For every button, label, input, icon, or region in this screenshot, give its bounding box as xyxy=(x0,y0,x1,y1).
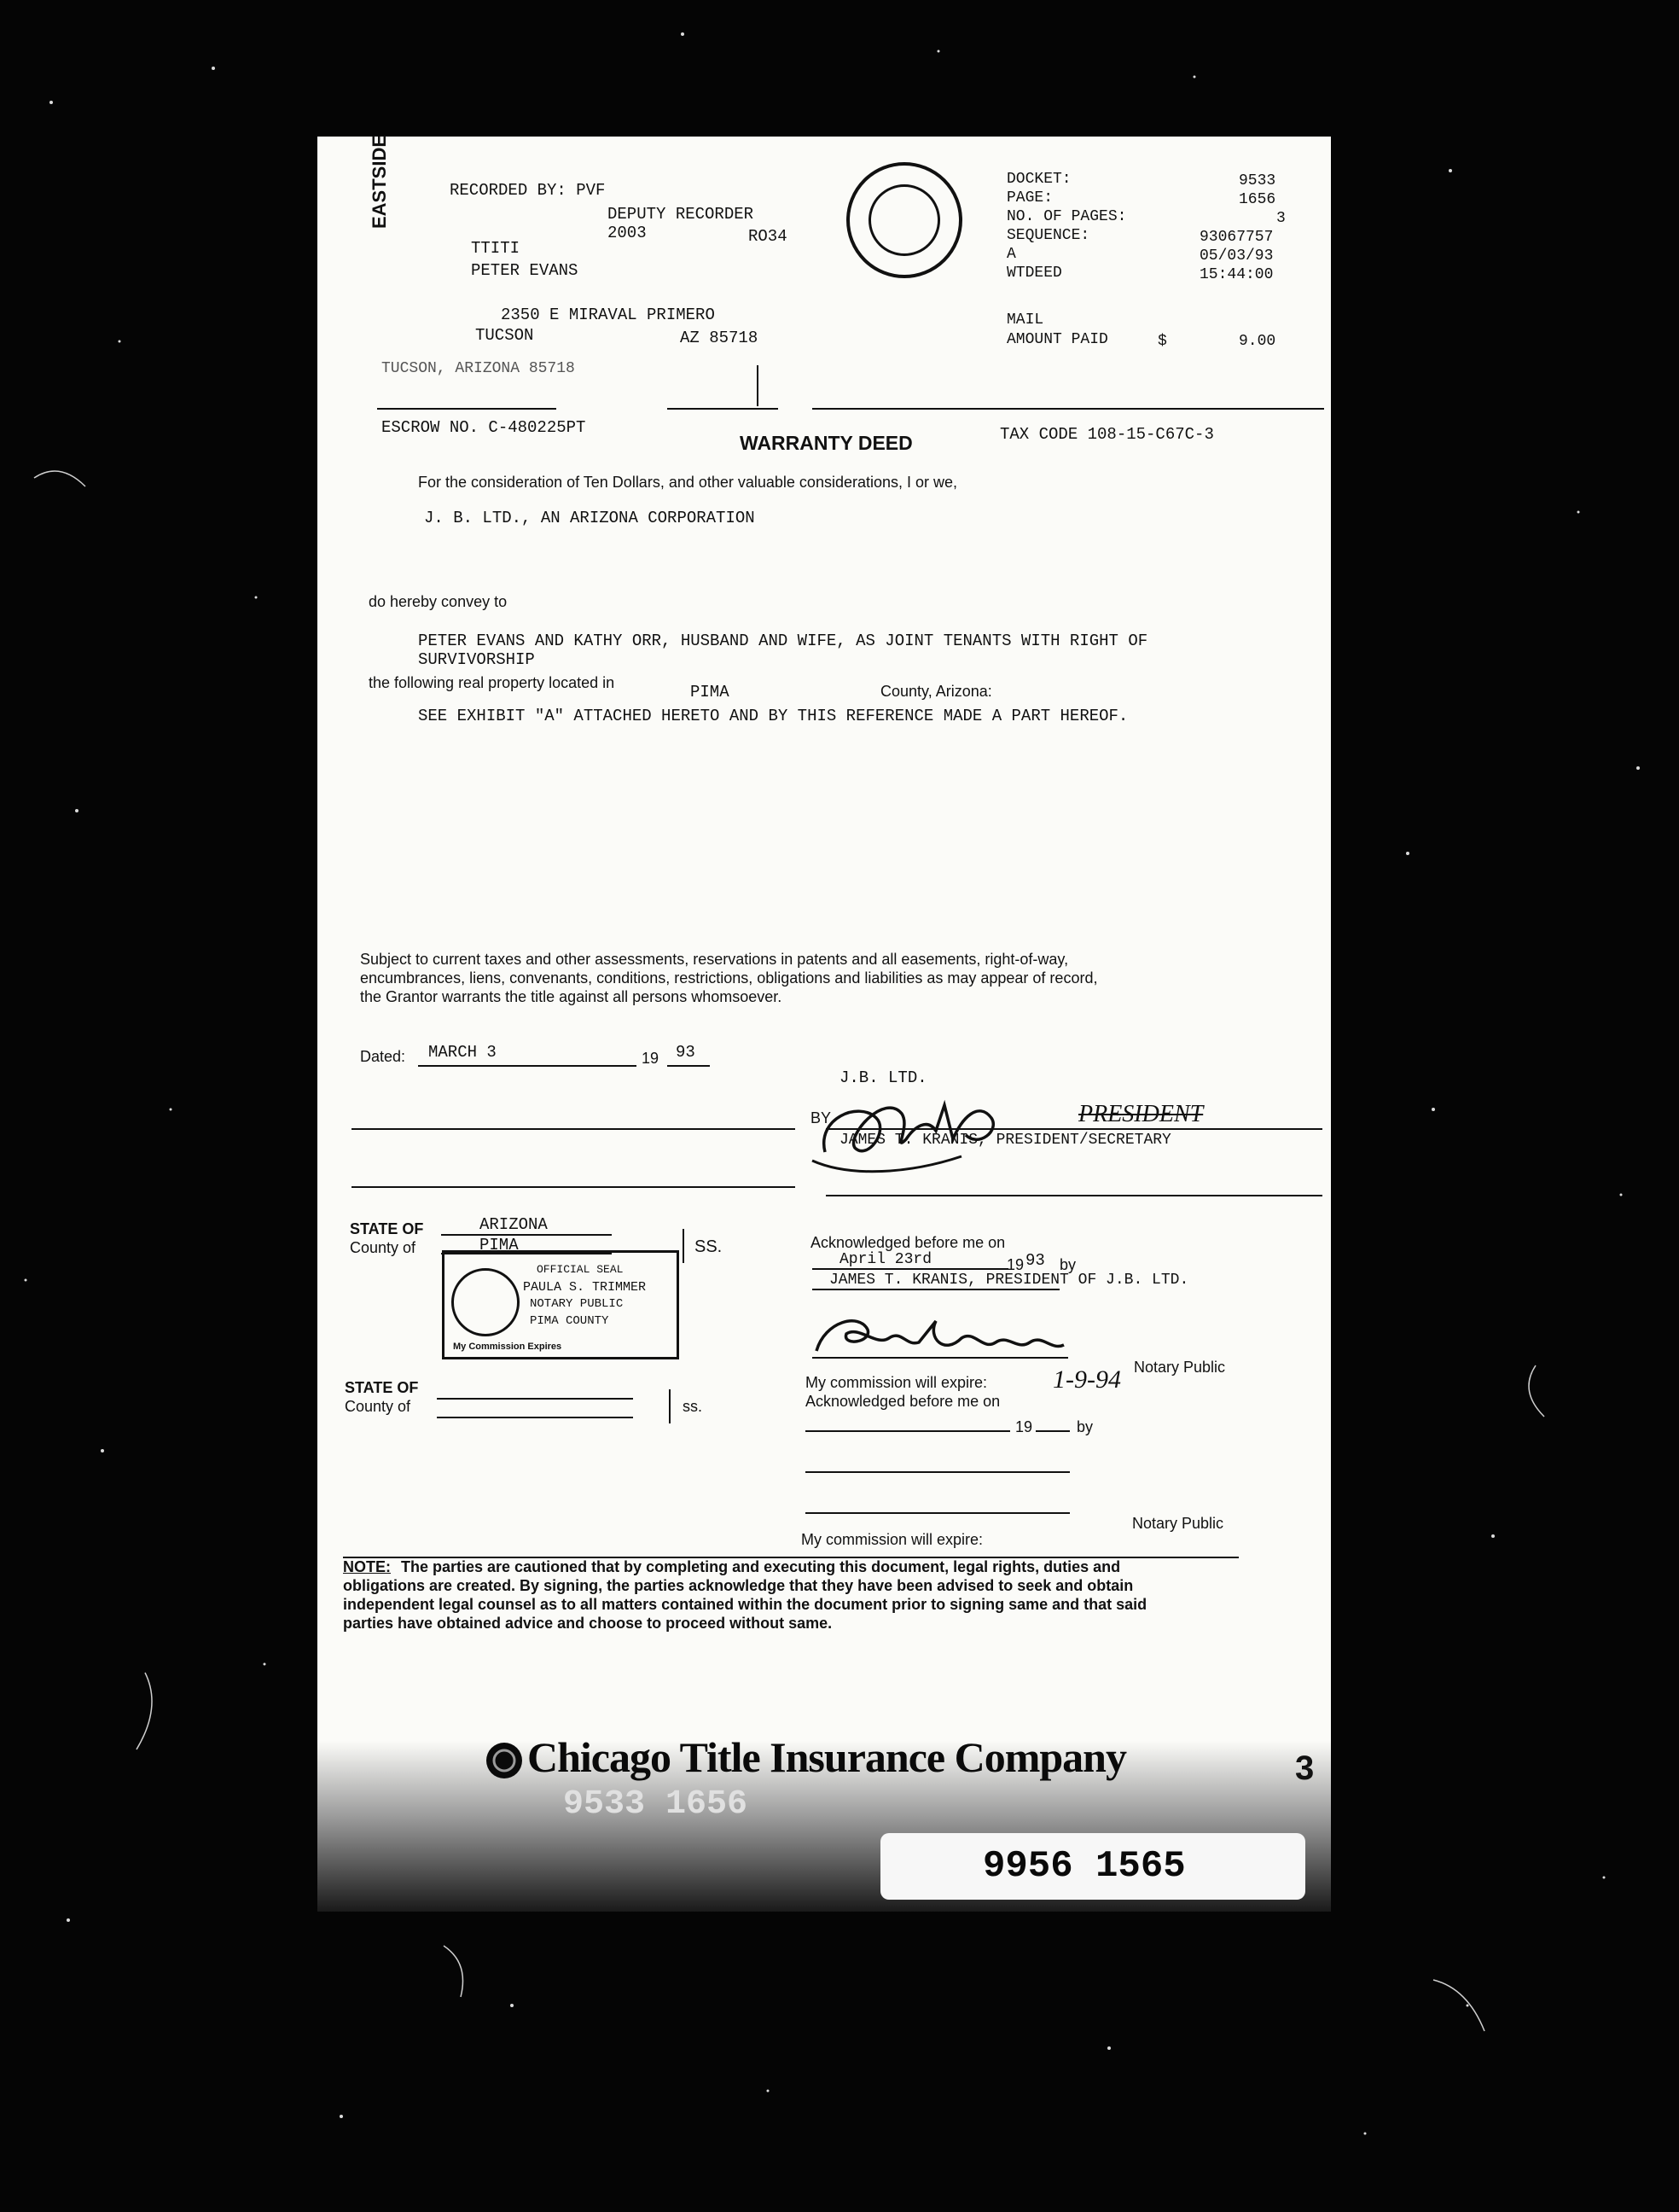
ss-label: SS. xyxy=(694,1237,723,1256)
dated-year: 93 xyxy=(676,1043,695,1062)
return-name: PETER EVANS xyxy=(471,261,578,280)
notary-signature-rule xyxy=(812,1357,1068,1359)
chicago-title-logo-icon xyxy=(483,1739,526,1782)
dated-rule xyxy=(418,1065,636,1067)
tax-code: TAX CODE 108-15-C67C-3 xyxy=(1000,425,1214,444)
bracket xyxy=(683,1229,684,1263)
sequence-label: SEQUENCE: xyxy=(1007,227,1090,244)
dated-label: Dated: xyxy=(360,1048,406,1065)
county-value: PIMA xyxy=(479,1236,519,1254)
page-label: PAGE: xyxy=(1007,189,1054,207)
escrow-number: ESCROW NO. C-480225PT xyxy=(381,418,586,437)
state2-label: STATE OF xyxy=(345,1379,419,1396)
ack-year-prefix: 19 xyxy=(1007,1256,1025,1273)
recorded-by: RECORDED BY: PVF xyxy=(450,181,606,200)
page-value: 1656 xyxy=(1239,191,1276,208)
ack2-label: Acknowledged before me on xyxy=(805,1393,1001,1410)
ack2-signature-rule xyxy=(805,1512,1070,1514)
ack-date: April 23rd xyxy=(840,1251,932,1268)
amount-value: 9.00 xyxy=(1239,333,1276,350)
stamp-seal-circle xyxy=(451,1268,520,1336)
currency-sign: $ xyxy=(1158,333,1167,350)
handwritten-president: PRESIDENT xyxy=(1078,1101,1204,1127)
faint-address-line: TUCSON, ARIZONA 85718 xyxy=(381,360,575,377)
notary-signature xyxy=(808,1304,1081,1364)
doc-type-label: WTDEED xyxy=(1007,265,1062,282)
ack-label: Acknowledged before me on xyxy=(810,1234,1006,1251)
county2-label: County of xyxy=(345,1398,411,1415)
bracket xyxy=(669,1389,671,1423)
grantor-signature xyxy=(808,1067,1081,1186)
grantee-line-2: SURVIVORSHIP xyxy=(418,650,535,669)
docket-label: DOCKET: xyxy=(1007,171,1072,188)
by-label: BY xyxy=(810,1109,832,1126)
signature-line-2 xyxy=(826,1195,1322,1196)
ack-by: by xyxy=(1060,1256,1077,1273)
notary-stamp xyxy=(442,1250,679,1359)
year-rule xyxy=(667,1065,710,1067)
ack2-name-rule xyxy=(805,1471,1070,1473)
time-value: 15:44:00 xyxy=(1200,266,1274,283)
ack-date-rule xyxy=(812,1268,1008,1270)
ttiti: TTITI xyxy=(471,239,520,258)
recording-label xyxy=(880,1833,1305,1900)
seal-inner-ring xyxy=(869,184,940,256)
state-value: ARIZONA xyxy=(479,1215,548,1234)
signing-company: J.B. LTD. xyxy=(840,1068,927,1087)
rule xyxy=(757,365,758,406)
consideration-text: For the consideration of Ten Dollars, and other valuable considerations, I or we, xyxy=(418,474,958,491)
mail-label: MAIL xyxy=(1007,311,1044,329)
pages-value: 3 xyxy=(1276,210,1286,227)
stamp-footer: My Commission Expires xyxy=(453,1342,562,1352)
signature-line xyxy=(826,1128,1322,1130)
dated-value: MARCH 3 xyxy=(428,1043,497,1062)
document-title: WARRANTY DEED xyxy=(740,432,913,454)
ack2-year-prefix: 19 xyxy=(1015,1418,1033,1435)
rule xyxy=(812,408,1324,410)
ack2-by: by xyxy=(1077,1418,1094,1435)
deputy-recorder: DEPUTY RECORDER xyxy=(607,205,754,224)
ss2-label: ss. xyxy=(683,1398,703,1415)
state2-rule xyxy=(437,1398,633,1400)
grantor-signature-line xyxy=(351,1186,795,1188)
rule xyxy=(667,408,778,410)
notary-public-label: Notary Public xyxy=(1134,1359,1226,1376)
amount-label: AMOUNT PAID xyxy=(1007,331,1108,348)
signer-name: JAMES T. KRANIS, PRESIDENT/SECRETARY xyxy=(840,1132,1171,1149)
dated-year-prefix: 19 xyxy=(642,1050,659,1067)
note-line-4: parties have obtained advice and choose to proceed without same. xyxy=(343,1615,833,1632)
rule xyxy=(377,408,556,410)
grantor-signature-line xyxy=(351,1128,795,1130)
return-city: TUCSON xyxy=(475,326,534,345)
county-recorder-seal xyxy=(846,162,962,278)
footer-docket-page: 9533 1656 xyxy=(563,1785,748,1824)
eastside-label: EASTSIDE xyxy=(369,134,390,229)
date-value: 05/03/93 xyxy=(1200,247,1274,265)
pages-label: NO. OF PAGES: xyxy=(1007,208,1127,225)
label-number: 9956 1565 xyxy=(983,1845,1186,1888)
commission2-label: My commission will expire: xyxy=(801,1531,984,1548)
convey-text: do hereby convey to xyxy=(369,593,508,610)
subject-line-2: encumbrances, liens, convenants, conditions, restrictions, obligations and liabilities as may appear of record, xyxy=(360,969,1098,987)
return-address: 2350 E MIRAVAL PRIMERO xyxy=(501,306,715,324)
county-label: County of xyxy=(350,1239,416,1256)
chicago-title-company: Chicago Title Insurance Company xyxy=(527,1733,1126,1781)
grantee-line-1: PETER EVANS AND KATHY ORR, HUSBAND AND WIFE, AS JOINT TENANTS WITH RIGHT OF xyxy=(418,632,1148,650)
warranty-deed-document xyxy=(317,134,1331,1912)
sequence-value: 93067757 xyxy=(1200,229,1274,246)
commission-value: 1-9-94 xyxy=(1053,1365,1121,1394)
stamp-line-3: NOTARY PUBLIC xyxy=(530,1297,624,1311)
note-line-3: independent legal counsel as to all matters contained within the document prior to signing same and that said xyxy=(343,1596,1147,1613)
corner-mark: 3 xyxy=(1295,1749,1315,1787)
ack2-year-rule xyxy=(1036,1430,1070,1432)
stamp-line-2: PAULA S. TRIMMER xyxy=(523,1280,647,1295)
subject-line-3: the Grantor warrants the title against all persons whomsoever. xyxy=(360,988,782,1005)
grantor-name: J. B. LTD., AN ARIZONA CORPORATION xyxy=(424,509,755,527)
ack-name-rule xyxy=(812,1289,1060,1290)
ack-year: 93 xyxy=(1025,1251,1045,1270)
ack2-rule xyxy=(805,1430,1010,1432)
state-rule xyxy=(441,1234,612,1236)
recorder-code-right: RO34 xyxy=(748,227,787,246)
note-line-2: obligations are created. By signing, the parties acknowledge that they have been advised to seek and obtain xyxy=(343,1577,1134,1594)
subject-line-1: Subject to current taxes and other assessments, reservations in patents and all easements, right-of-way, xyxy=(360,951,1069,968)
return-state-zip: AZ 85718 xyxy=(680,329,758,347)
stamp-line-1: OFFICIAL SEAL xyxy=(537,1263,624,1276)
property-county: PIMA xyxy=(690,683,729,701)
ack-name: JAMES T. KRANIS, PRESIDENT OF J.B. LTD. xyxy=(829,1272,1189,1289)
stamp-line-4: PIMA COUNTY xyxy=(530,1314,609,1328)
property-location-text: the following real property located in xyxy=(369,674,615,691)
recorder-code-left: 2003 xyxy=(607,224,647,242)
county2-rule xyxy=(437,1417,633,1418)
exhibit-reference: SEE EXHIBIT "A" ATTACHED HERETO AND BY THIS REFERENCE MADE A PART HEREOF. xyxy=(418,707,1129,725)
type-label: A xyxy=(1007,246,1016,263)
commission-label: My commission will expire: xyxy=(805,1374,988,1391)
state-label: STATE OF xyxy=(350,1220,424,1237)
docket-value: 9533 xyxy=(1239,172,1276,189)
county-suffix: County, Arizona: xyxy=(880,683,992,700)
notary-public2-label: Notary Public xyxy=(1132,1515,1224,1532)
note-label: NOTE: xyxy=(343,1558,391,1575)
note-line-1: The parties are cautioned that by completing and executing this document, legal rights, duties and xyxy=(401,1558,1121,1575)
